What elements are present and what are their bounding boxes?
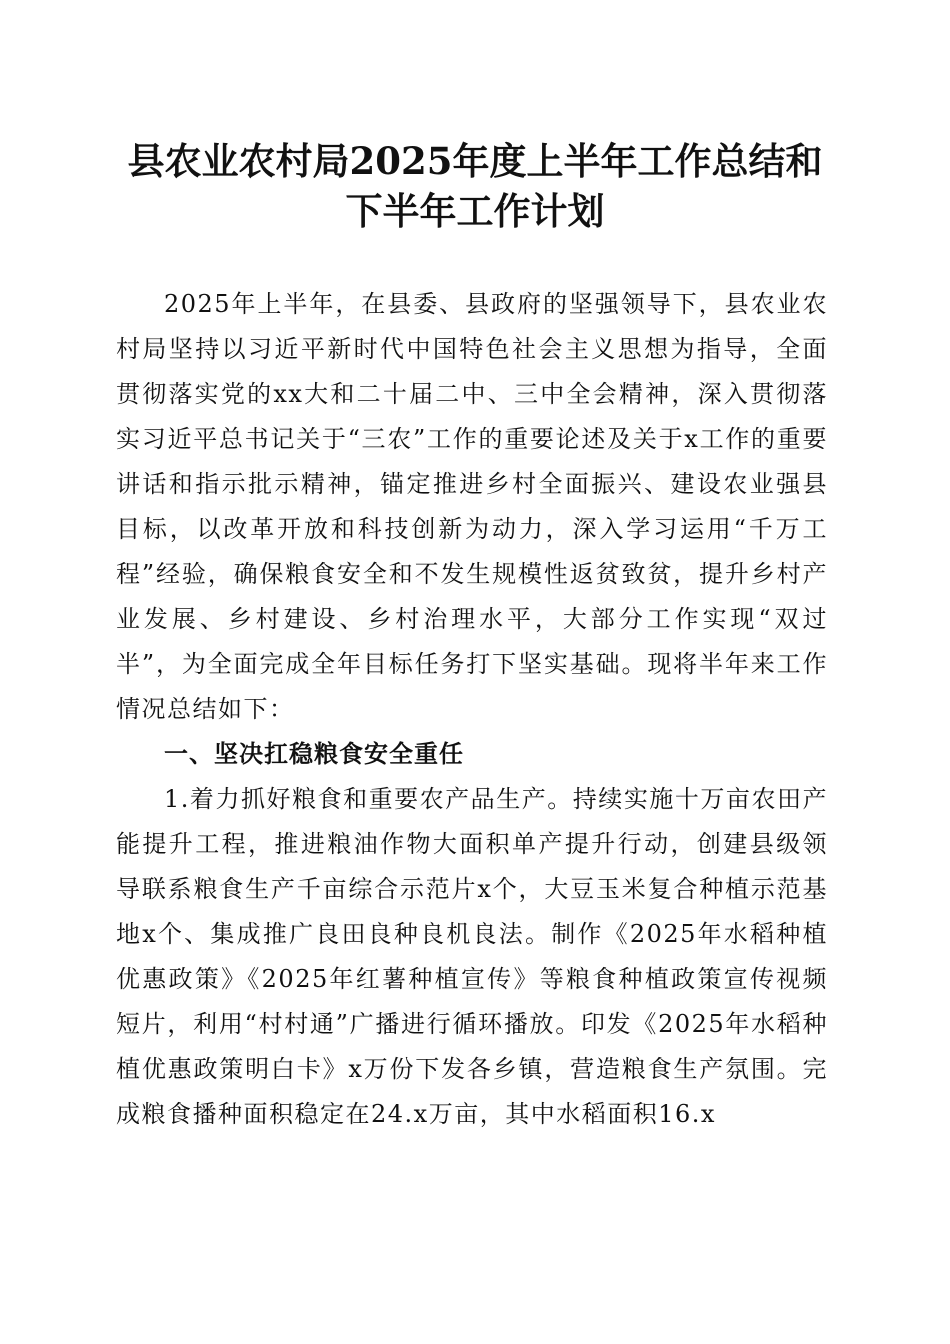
section-heading: 一、坚决扛稳粮食安全重任 [164,740,464,768]
document-body [116,282,828,1137]
section-paragraph: 1.着力抓好粮食和重要农产品生产。持续实施十万亩农田产能提升工程，推进粮油作物大面积单产提升行动，创建县级领导联系粮食生产千亩综合示范片x个，大豆玉米复合种植示范基地x个、集成推广良田良种良机良法。制作《2025年水稻种植优惠政策》《2025年红薯种植宣传》等粮食种植政策宣传视频短片，利用“村村通”广播进行循环播放。印发《2025年水稻种植优惠政策明白卡》x万份下发各乡镇，营造粮食生产氛围。完成粮食播种面积稳定在24.x万亩，其中水稻面积16.x [116,785,828,1128]
intro-paragraph: 2025年上半年，在县委、县政府的坚强领导下，县农业农村局坚持以习近平新时代中国特色社会主义思想为指导，全面贯彻落实党的xx大和二十届二中、三中全会精神，深入贯彻落实习近平总书记关于“三农”工作的重要论述及关于x工作的重要讲话和指示批示精神，锚定推进乡村全面振兴、建设农业强县目标，以改革开放和科技创新为动力，深入学习运用“千万工程”经验，确保粮食安全和不发生规模性返贫致贫，提升乡村产业发展、乡村建设、乡村治理水平，大部分工作实现“双过半”，为全面完成全年目标任务打下坚实基础。现将半年来工作情况总结如下： [116,290,828,723]
document-title: 县农业农村局2025年度上半年工作总结和下半年工作计划 [127,139,823,233]
